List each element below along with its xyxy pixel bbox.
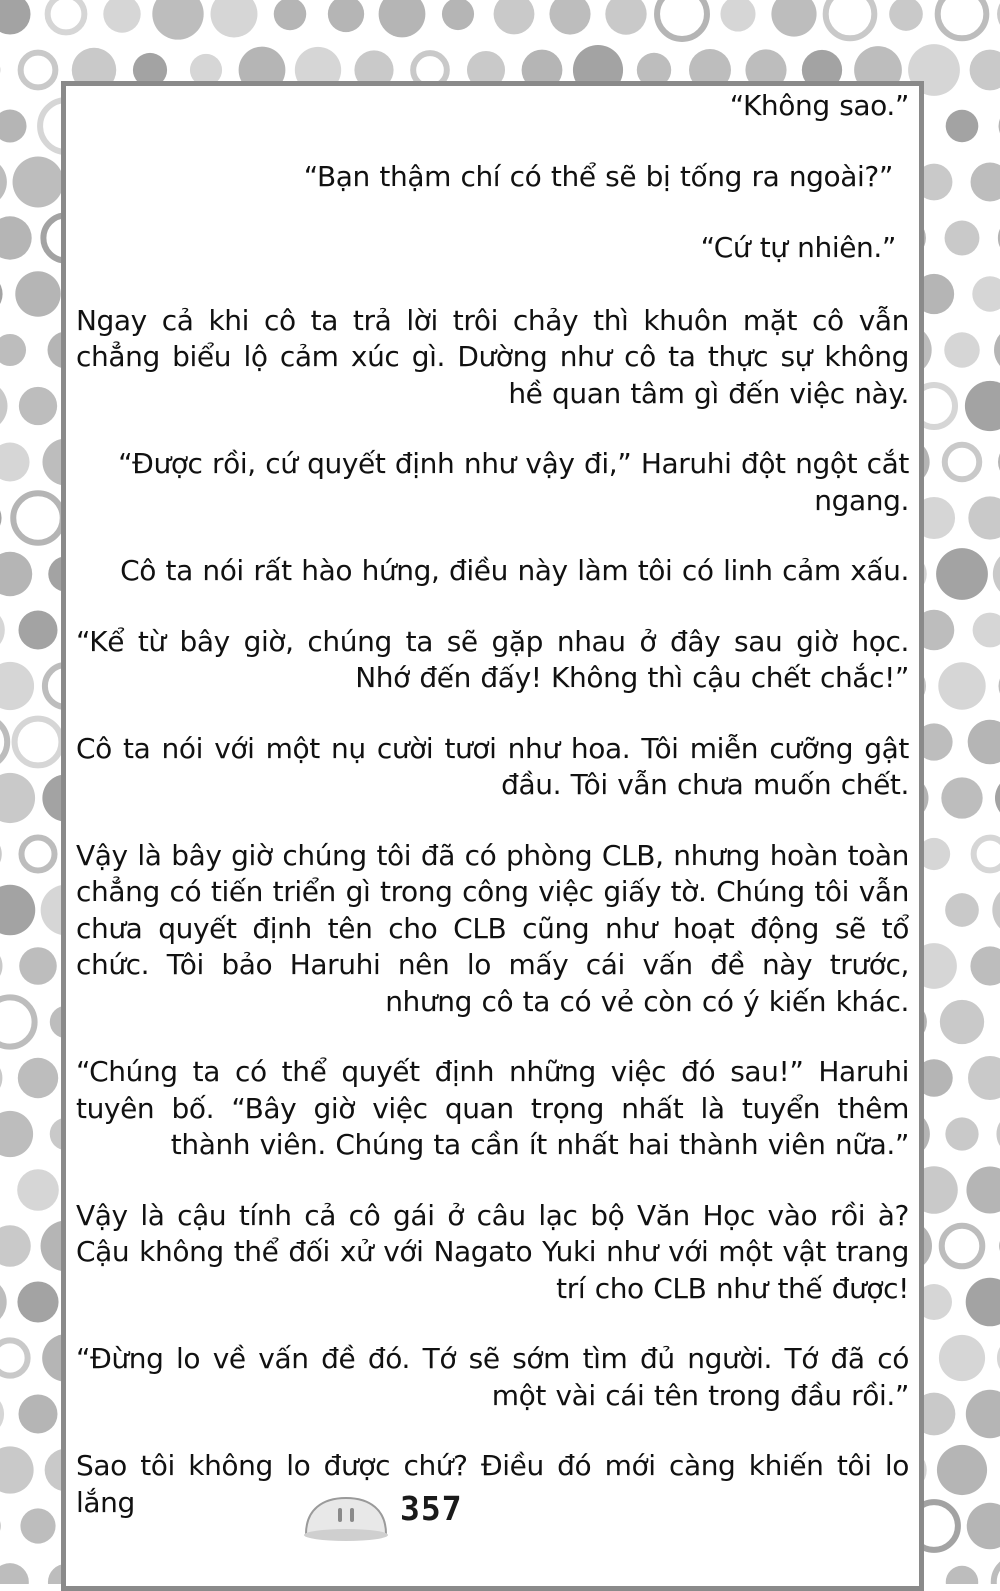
background-dot <box>19 387 57 425</box>
background-dot <box>946 110 979 143</box>
background-dot <box>939 1335 985 1381</box>
background-dot <box>945 893 979 927</box>
background-dot <box>0 662 34 710</box>
background-dot <box>18 1058 58 1098</box>
background-dot <box>0 273 3 314</box>
background-dot <box>605 0 646 35</box>
background-dot <box>944 332 980 368</box>
background-dot <box>494 0 535 34</box>
background-dot <box>328 0 364 32</box>
background-dot <box>0 334 26 366</box>
background-dot <box>0 442 30 481</box>
background-dot <box>274 0 306 30</box>
background-dot <box>0 1507 1 1544</box>
background-dot <box>0 109 27 142</box>
background-dot <box>994 326 1000 374</box>
background-dot <box>966 1166 1000 1213</box>
background-dot <box>15 271 60 316</box>
background-dot <box>974 838 1000 871</box>
background-dot <box>966 1390 1000 1438</box>
background-dot <box>549 0 590 35</box>
background-dot <box>993 549 1000 599</box>
background-dot <box>0 1392 4 1436</box>
background-dot <box>771 0 816 37</box>
dialogue-line: “Không sao.” <box>76 88 909 125</box>
background-dot <box>0 157 7 207</box>
dialogue-paragraph: “Chúng ta có thể quyết định những việc đó sau!” Haruhi tuyên bố. “Bây giờ việc quan trọng nhất là tuyển thêm thành viên. Chúng ta cần ít nhất hai thành viên nữa.” <box>76 1054 909 1164</box>
background-dot <box>968 496 1000 539</box>
background-dot <box>0 216 32 259</box>
body-text <box>76 88 909 1521</box>
background-dot <box>19 947 57 985</box>
background-dot <box>15 719 62 766</box>
background-dot <box>379 0 426 37</box>
background-dot <box>971 163 1000 202</box>
background-dot <box>945 221 980 256</box>
background-dot <box>657 0 707 39</box>
background-dot <box>0 607 5 653</box>
background-dot <box>945 1117 978 1150</box>
background-dot <box>21 837 54 870</box>
dialogue-line: “Được rồi, cứ quyết định như vậy đi,” Haruhi đột ngột cắt ngang. <box>76 446 909 519</box>
background-dot <box>940 1000 984 1044</box>
background-dot <box>19 611 58 650</box>
background-dot <box>992 884 1000 935</box>
background-dot <box>720 0 755 32</box>
background-dot <box>0 552 32 596</box>
narration-paragraph: Vậy là bây giờ chúng tôi đã có phòng CLB, nhưng hoàn toàn chẳng có tiến triển gì trong công việc giấy tờ. Chúng tôi vẫn chưa quyết định tên cho CLB cũng như hoạt động sẽ tổ chức. Tôi bảo Haruhi nên lo mấy cái vấn đề này trước, nhưng cô ta có vẻ còn có ý kiến khác. <box>76 838 909 1021</box>
narration-paragraph: Vậy là cậu tính cả cô gái ở câu lạc bộ Văn Học vào rồi à? Cậu không thể đối xử với Nagato Yuki như với một vật trang trí cho CLB như thế được! <box>76 1198 909 1308</box>
background-dot <box>945 445 979 479</box>
background-dot <box>938 662 985 709</box>
background-dot <box>968 1056 1000 1100</box>
narration-paragraph: Cô ta nói với một nụ cười tươi như hoa. Tôi miễn cưỡng gật đầu. Tôi vẫn chưa muốn chết. <box>76 731 909 804</box>
background-dot <box>938 0 987 38</box>
background-dot <box>0 1225 31 1267</box>
background-dot <box>211 0 258 37</box>
background-dot <box>0 717 7 767</box>
background-dot <box>946 1566 978 1584</box>
background-dot <box>20 1508 55 1543</box>
dialogue-line: “Cứ tự nhiên.” <box>76 230 909 267</box>
background-dot <box>0 1446 34 1493</box>
background-dot <box>936 548 988 600</box>
background-dot <box>968 720 1000 765</box>
narration-paragraph: Sao tôi không lo được chứ? Điều đó mới càng khiến tôi lo lắng <box>76 1448 909 1521</box>
background-dot <box>152 0 203 40</box>
background-dot <box>0 1563 29 1584</box>
background-dot <box>826 0 875 38</box>
background-dot <box>0 1340 28 1375</box>
background-dot <box>19 1395 58 1434</box>
background-dot <box>48 0 85 32</box>
background-dot <box>13 493 62 542</box>
narration-paragraph: Ngay cả khi cô ta trả lời trôi chảy thì khuôn mặt cô vẫn chẳng biểu lộ cảm xúc gì. Dường như cô ta thực sự không hề quan tâm gì đến việc này. <box>76 303 909 413</box>
background-dot <box>21 53 56 88</box>
background-dot <box>970 50 1000 91</box>
background-dot <box>0 885 35 936</box>
background-dot <box>973 613 1000 648</box>
background-dot <box>0 997 35 1046</box>
dialogue-line: “Bạn thậm chí có thể sẽ bị tống ra ngoài?” <box>76 159 909 196</box>
background-dot <box>941 777 982 818</box>
background-dot <box>13 157 64 208</box>
background-dot <box>17 1169 59 1211</box>
background-dot <box>0 1111 33 1157</box>
background-dot <box>972 276 1000 311</box>
background-dot <box>0 1277 7 1326</box>
background-dot <box>942 1226 983 1267</box>
dialogue-paragraph: “Đừng lo về vấn đề đó. Tớ sẽ sớm tìm đủ người. Tớ đã có một vài cái tên trong đầu rồi.” <box>76 1341 909 1414</box>
background-dot <box>967 1503 1000 1550</box>
background-dot <box>0 381 7 432</box>
background-dot <box>0 498 2 537</box>
background-dot <box>937 1445 987 1495</box>
page-number: 357 <box>400 1489 463 1528</box>
background-dot <box>0 0 31 35</box>
dialogue-paragraph: “Kể từ bây giờ, chúng ta sẽ gặp nhau ở đây sau giờ học. Nhớ đến đấy! Không thì cậu chết chắc!” <box>76 624 909 697</box>
background-dot <box>17 1281 58 1322</box>
background-dot <box>970 946 1000 985</box>
background-dot <box>966 1278 1000 1327</box>
background-dot <box>0 773 35 823</box>
background-dot <box>103 0 140 33</box>
narration-line: Cô ta nói rất hào hứng, điều này làm tôi có linh cảm xấu. <box>76 553 909 590</box>
background-dot <box>442 0 474 30</box>
background-dot <box>965 381 1000 431</box>
background-dot <box>994 1558 1000 1584</box>
background-dot <box>889 0 923 31</box>
background-dot <box>995 775 1000 821</box>
